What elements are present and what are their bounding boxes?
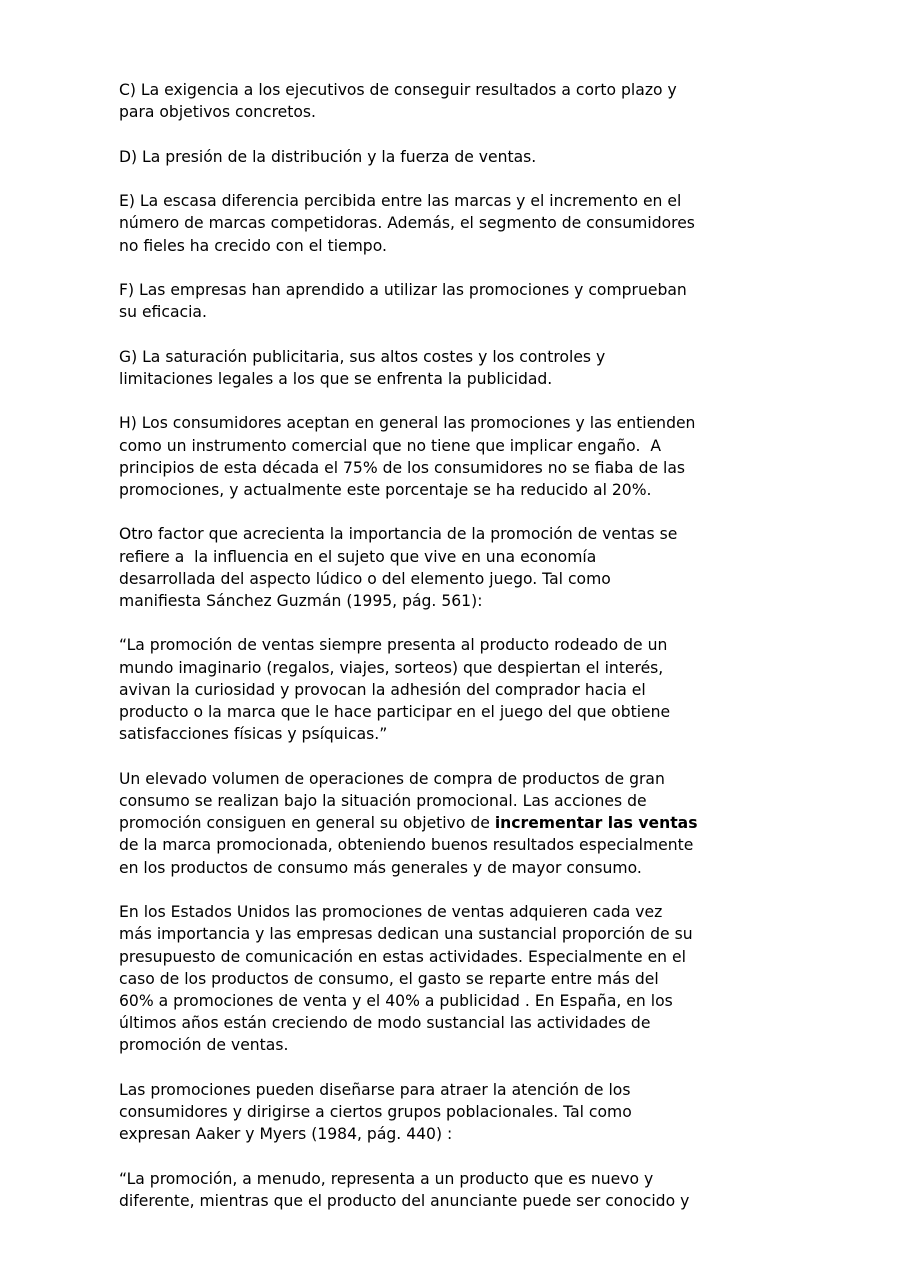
text-line: [119, 968, 697, 990]
text-line: [119, 590, 697, 612]
paragraph: [119, 634, 697, 745]
text-line: [119, 1101, 697, 1123]
text-segment: Las promociones pueden diseñarse para atraer la atención de los: [119, 1080, 631, 1099]
text-line: [119, 946, 697, 968]
paragraph: [119, 79, 697, 123]
text-segment: “La promoción de ventas siempre presenta al producto rodeado de un: [119, 636, 668, 655]
text-line: [119, 146, 697, 168]
text-line: [119, 479, 697, 501]
text-segment: avivan la curiosidad y provocan la adhesión del comprador hacia el: [119, 680, 646, 699]
text-line: [119, 1034, 697, 1056]
text-segment: no fieles ha crecido con el tiempo.: [119, 236, 387, 255]
text-line: [119, 834, 697, 856]
text-segment: H) Los consumidores aceptan en general las promociones y las entienden: [119, 414, 696, 433]
text-line: [119, 634, 697, 656]
text-line: [119, 546, 697, 568]
paragraph: [119, 768, 697, 879]
text-line: [119, 723, 697, 745]
text-line: [119, 701, 697, 723]
paragraph: [119, 412, 697, 501]
text-segment: últimos años están creciendo de modo sustancial las actividades de: [119, 1014, 651, 1033]
text-segment: expresan Aaker y Myers (1984, pág. 440) :: [119, 1125, 453, 1144]
text-line: [119, 279, 697, 301]
text-line: [119, 990, 697, 1012]
text-segment: desarrollada del aspecto lúdico o del elemento juego. Tal como: [119, 569, 611, 588]
text-segment: número de marcas competidoras. Además, el segmento de consumidores: [119, 214, 695, 233]
text-segment: de la marca promocionada, obteniendo buenos resultados especialmente: [119, 836, 694, 855]
bold-emphasis: incrementar las ventas: [494, 814, 698, 833]
text-segment: Un elevado volumen de operaciones de compra de productos de gran: [119, 769, 665, 788]
text-segment: más importancia y las empresas dedican una sustancial proporción de su: [119, 925, 693, 944]
paragraph: [119, 279, 697, 323]
text-segment: F) Las empresas han aprendido a utilizar las promociones y comprueban: [119, 280, 687, 299]
paragraph: [119, 901, 697, 1057]
text-line: [119, 1190, 697, 1212]
text-segment: su eficacia.: [119, 303, 207, 322]
text-segment: como un instrumento comercial que no tiene que implicar engaño. A: [119, 436, 661, 455]
text-line: [119, 857, 697, 879]
text-line: [119, 679, 697, 701]
paragraph: [119, 146, 697, 168]
text-line: [119, 435, 697, 457]
text-segment: en los productos de consumo más generales y de mayor consumo.: [119, 858, 642, 877]
text-line: [119, 301, 697, 323]
text-line: [119, 568, 697, 590]
text-line: [119, 657, 697, 679]
text-line: [119, 79, 697, 101]
text-segment: D) La presión de la distribución y la fuerza de ventas.: [119, 147, 537, 166]
text-segment: caso de los productos de consumo, el gasto se reparte entre más del: [119, 969, 659, 988]
text-line: [119, 212, 697, 234]
text-line: [119, 523, 697, 545]
text-line: [119, 1079, 697, 1101]
paragraph: [119, 190, 697, 257]
text-segment: promoción consiguen en general su objetivo de: [119, 814, 495, 833]
text-segment: diferente, mientras que el producto del anunciante puede ser conocido y: [119, 1191, 690, 1210]
text-segment: para objetivos concretos.: [119, 103, 317, 122]
text-line: [119, 901, 697, 923]
text-segment: En los Estados Unidos las promociones de ventas adquieren cada vez: [119, 903, 663, 922]
text-segment: C) La exigencia a los ejecutivos de conseguir resultados a corto plazo y: [119, 81, 677, 99]
text-line: [119, 101, 697, 123]
text-segment: consumidores y dirigirse a ciertos grupos poblacionales. Tal como: [119, 1103, 632, 1122]
text-line: [119, 235, 697, 257]
text-segment: E) La escasa diferencia percibida entre las marcas y el incremento en el: [119, 192, 682, 211]
text-segment: producto o la marca que le hace participar en el juego del que obtiene: [119, 703, 671, 722]
text-segment: principios de esta década el 75% de los consumidores no se fiaba de las: [119, 458, 686, 477]
text-segment: presupuesto de comunicación en estas actividades. Especialmente en el: [119, 947, 686, 966]
text-line: [119, 412, 697, 434]
paragraph: [119, 1168, 697, 1212]
text-line: [119, 1168, 697, 1190]
text-line: [119, 923, 697, 945]
text-line: [119, 768, 697, 790]
text-segment: limitaciones legales a los que se enfrenta la publicidad.: [119, 369, 553, 388]
text-segment: “La promoción, a menudo, representa a un producto que es nuevo y: [119, 1169, 654, 1188]
text-line: [119, 1123, 697, 1145]
text-line: [119, 457, 697, 479]
text-line: [119, 368, 697, 390]
text-line: [119, 1012, 697, 1034]
text-segment: 60% a promociones de venta y el 40% a publicidad . En España, en los: [119, 991, 673, 1010]
text-segment: mundo imaginario (regalos, viajes, sorteos) que despiertan el interés,: [119, 658, 664, 677]
document-page: [119, 79, 697, 1234]
text-segment: consumo se realizan bajo la situación promocional. Las acciones de: [119, 792, 647, 810]
text-segment: promociones, y actualmente este porcentaje se ha reducido al 20%.: [119, 480, 652, 499]
text-segment: G) La saturación publicitaria, sus altos costes y los controles y: [119, 347, 606, 366]
paragraph: [119, 523, 697, 612]
paragraph: [119, 346, 697, 390]
text-line: [119, 190, 697, 212]
text-segment: refiere a la influencia en el sujeto que vive en una economía: [119, 547, 597, 566]
text-line: [119, 812, 697, 834]
text-segment: manifiesta Sánchez Guzmán (1995, pág. 561):: [119, 592, 483, 611]
text-line: [119, 346, 697, 368]
text-line: [119, 790, 697, 812]
text-segment: satisfacciones físicas y psíquicas.”: [119, 725, 388, 744]
text-segment: Otro factor que acrecienta la importancia de la promoción de ventas se: [119, 525, 678, 544]
text-segment: promoción de ventas.: [119, 1036, 289, 1055]
paragraph: [119, 1079, 697, 1146]
